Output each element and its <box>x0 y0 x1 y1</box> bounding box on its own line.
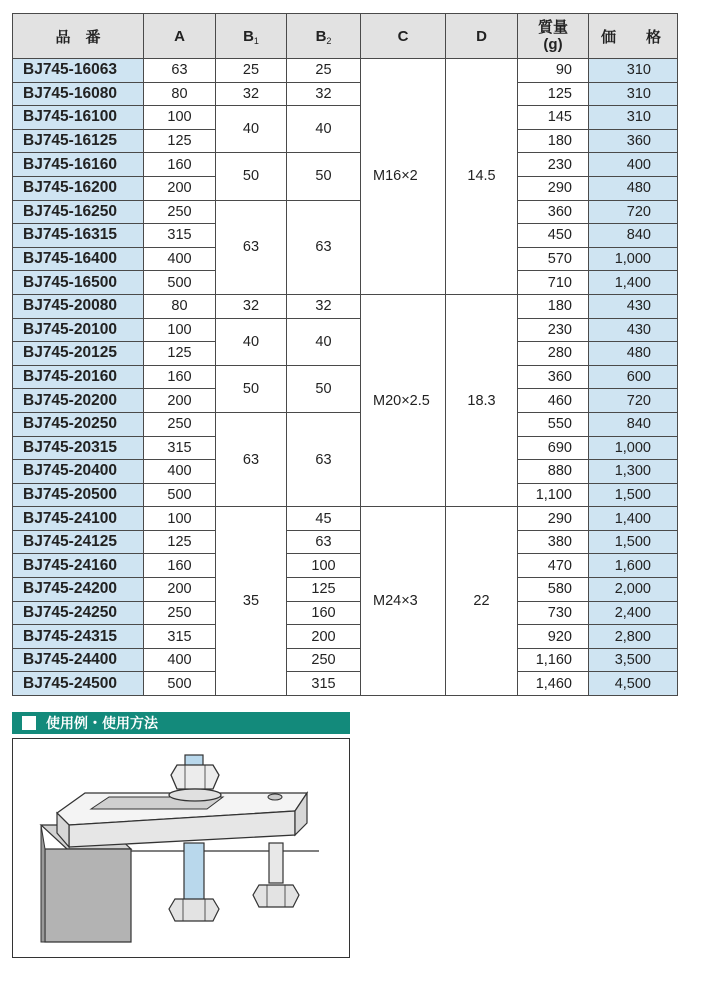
cell-b1: 40 <box>216 106 287 153</box>
cell-b2: 45 <box>287 507 361 531</box>
part-code: BJ745-20160 <box>13 365 144 389</box>
cell-price: 400 <box>589 153 678 177</box>
cell-a: 500 <box>144 271 216 295</box>
cell-mass: 180 <box>518 294 589 318</box>
part-code: BJ745-24250 <box>13 601 144 625</box>
cell-mass: 230 <box>518 318 589 342</box>
cell-price: 310 <box>589 106 678 130</box>
cell-a: 160 <box>144 153 216 177</box>
cell-a: 400 <box>144 247 216 271</box>
section-square-icon <box>22 716 36 730</box>
cell-price: 1,000 <box>589 436 678 460</box>
cell-price: 430 <box>589 294 678 318</box>
cell-price: 310 <box>589 59 678 83</box>
cell-mass: 460 <box>518 389 589 413</box>
header-mass: 質量 (g) <box>518 14 589 59</box>
cell-price: 480 <box>589 342 678 366</box>
cell-a: 200 <box>144 578 216 602</box>
cell-a: 200 <box>144 176 216 200</box>
header-b2: $B_2$ <box>287 14 361 59</box>
cell-mass: 380 <box>518 530 589 554</box>
table-row <box>13 59 678 83</box>
cell-price: 310 <box>589 82 678 106</box>
header-d: D <box>446 14 518 59</box>
cell-mass: 1,100 <box>518 483 589 507</box>
cell-a: 400 <box>144 460 216 484</box>
cell-mass: 180 <box>518 129 589 153</box>
cell-price: 840 <box>589 224 678 248</box>
cell-price: 720 <box>589 200 678 224</box>
part-code: BJ745-20500 <box>13 483 144 507</box>
cell-mass: 730 <box>518 601 589 625</box>
cell-price: 1,500 <box>589 483 678 507</box>
cell-b2: 40 <box>287 106 361 153</box>
cell-mass: 880 <box>518 460 589 484</box>
cell-mass: 360 <box>518 365 589 389</box>
cell-a: 250 <box>144 200 216 224</box>
table-row <box>13 200 678 224</box>
support-bolt-shank <box>269 843 283 883</box>
cell-mass: 1,160 <box>518 648 589 672</box>
cell-a: 63 <box>144 59 216 83</box>
cell-a: 250 <box>144 601 216 625</box>
cell-price: 1,000 <box>589 247 678 271</box>
part-code: BJ745-16400 <box>13 247 144 271</box>
header-price: 価 格 <box>589 14 678 59</box>
part-code: BJ745-16250 <box>13 200 144 224</box>
cell-b2: 63 <box>287 200 361 294</box>
table-row <box>13 507 678 531</box>
cell-mass: 145 <box>518 106 589 130</box>
cell-a: 125 <box>144 530 216 554</box>
cell-price: 1,400 <box>589 507 678 531</box>
cell-price: 4,500 <box>589 672 678 696</box>
cell-mass: 360 <box>518 200 589 224</box>
cell-mass: 125 <box>518 82 589 106</box>
table-row <box>13 365 678 389</box>
part-code: BJ745-20100 <box>13 318 144 342</box>
cell-mass: 570 <box>518 247 589 271</box>
cell-price: 1,300 <box>589 460 678 484</box>
part-code: BJ745-16160 <box>13 153 144 177</box>
cell-mass: 90 <box>518 59 589 83</box>
cell-c: M20×2.5 <box>361 294 446 506</box>
cell-mass: 470 <box>518 554 589 578</box>
cell-b2: 32 <box>287 294 361 318</box>
cell-price: 1,400 <box>589 271 678 295</box>
cell-b2: 250 <box>287 648 361 672</box>
cell-price: 360 <box>589 129 678 153</box>
part-code: BJ745-16080 <box>13 82 144 106</box>
cell-b1: 40 <box>216 318 287 365</box>
cell-a: 315 <box>144 436 216 460</box>
table-row <box>13 412 678 436</box>
cell-b2: 40 <box>287 318 361 365</box>
part-code: BJ745-20080 <box>13 294 144 318</box>
part-code: BJ745-24500 <box>13 672 144 696</box>
cell-mass: 580 <box>518 578 589 602</box>
cell-a: 315 <box>144 224 216 248</box>
cell-price: 1,500 <box>589 530 678 554</box>
cell-b1: 32 <box>216 294 287 318</box>
cell-mass: 920 <box>518 625 589 649</box>
cell-b2: 200 <box>287 625 361 649</box>
usage-section-header <box>12 712 350 734</box>
table-row <box>13 318 678 342</box>
cell-b2: 125 <box>287 578 361 602</box>
header-a: A <box>144 14 216 59</box>
top-nut <box>171 765 219 789</box>
cell-a: 100 <box>144 318 216 342</box>
cell-price: 2,400 <box>589 601 678 625</box>
cell-d: 22 <box>446 507 518 696</box>
cell-price: 600 <box>589 365 678 389</box>
part-code: BJ745-20315 <box>13 436 144 460</box>
cell-b1: 50 <box>216 365 287 412</box>
header-b1: $B_1$ <box>216 14 287 59</box>
part-code: BJ745-24125 <box>13 530 144 554</box>
table-row <box>13 294 678 318</box>
cell-a: 100 <box>144 507 216 531</box>
part-code: BJ745-16125 <box>13 129 144 153</box>
cell-a: 125 <box>144 129 216 153</box>
cell-a: 500 <box>144 483 216 507</box>
cell-price: 3,500 <box>589 648 678 672</box>
cell-b1: 35 <box>216 507 287 696</box>
table-row <box>13 648 678 672</box>
cell-a: 250 <box>144 412 216 436</box>
stud-bolt-lower <box>184 843 204 901</box>
cell-mass: 550 <box>518 412 589 436</box>
cell-mass: 690 <box>518 436 589 460</box>
part-code: BJ745-16315 <box>13 224 144 248</box>
cell-b2: 50 <box>287 153 361 200</box>
part-code: BJ745-24160 <box>13 554 144 578</box>
cell-mass: 230 <box>518 153 589 177</box>
clamp-usage-illustration <box>13 739 349 957</box>
header-part-number: 品 番 <box>13 14 144 59</box>
part-code: BJ745-20125 <box>13 342 144 366</box>
part-code: BJ745-24315 <box>13 625 144 649</box>
bottom-nut <box>169 899 219 921</box>
table-row <box>13 672 678 696</box>
part-code: BJ745-20200 <box>13 389 144 413</box>
top-washer <box>169 789 221 801</box>
part-code: BJ745-24400 <box>13 648 144 672</box>
part-code: BJ745-16100 <box>13 106 144 130</box>
table-row <box>13 530 678 554</box>
usage-illustration-box <box>12 738 350 958</box>
cell-b2: 63 <box>287 530 361 554</box>
cell-a: 160 <box>144 365 216 389</box>
cell-mass: 280 <box>518 342 589 366</box>
cell-price: 2,800 <box>589 625 678 649</box>
cell-a: 200 <box>144 389 216 413</box>
part-code: BJ745-20400 <box>13 460 144 484</box>
pivot-hole <box>268 794 282 800</box>
cell-price: 430 <box>589 318 678 342</box>
cell-c: M16×2 <box>361 59 446 295</box>
usage-section-title: 使用例・使用方法 <box>46 715 158 731</box>
table-row <box>13 578 678 602</box>
cell-price: 1,600 <box>589 554 678 578</box>
part-code: BJ745-16063 <box>13 59 144 83</box>
cell-price: 840 <box>589 412 678 436</box>
table-row <box>13 625 678 649</box>
cell-b2: 315 <box>287 672 361 696</box>
cell-mass: 1,460 <box>518 672 589 696</box>
spec-table <box>12 13 678 696</box>
cell-price: 720 <box>589 389 678 413</box>
table-row <box>13 601 678 625</box>
cell-d: 14.5 <box>446 59 518 295</box>
cell-c: M24×3 <box>361 507 446 696</box>
cell-b2: 100 <box>287 554 361 578</box>
cell-b1: 63 <box>216 412 287 506</box>
cell-b2: 160 <box>287 601 361 625</box>
cell-price: 2,000 <box>589 578 678 602</box>
cell-b2: 50 <box>287 365 361 412</box>
cell-a: 400 <box>144 648 216 672</box>
cell-b1: 32 <box>216 82 287 106</box>
cell-b2: 25 <box>287 59 361 83</box>
cell-d: 18.3 <box>446 294 518 506</box>
workpiece-front <box>45 849 131 942</box>
cell-b2: 32 <box>287 82 361 106</box>
cell-a: 160 <box>144 554 216 578</box>
cell-mass: 450 <box>518 224 589 248</box>
cell-b1: 63 <box>216 200 287 294</box>
cell-a: 500 <box>144 672 216 696</box>
cell-mass: 710 <box>518 271 589 295</box>
support-bolt-nut <box>253 885 299 907</box>
table-row <box>13 153 678 177</box>
part-code: BJ745-24100 <box>13 507 144 531</box>
cell-a: 80 <box>144 82 216 106</box>
part-code: BJ745-16200 <box>13 176 144 200</box>
cell-b1: 50 <box>216 153 287 200</box>
cell-a: 125 <box>144 342 216 366</box>
part-code: BJ745-24200 <box>13 578 144 602</box>
table-row <box>13 106 678 130</box>
cell-mass: 290 <box>518 176 589 200</box>
cell-b1: 25 <box>216 59 287 83</box>
cell-a: 80 <box>144 294 216 318</box>
cell-mass: 290 <box>518 507 589 531</box>
table-row <box>13 82 678 106</box>
cell-b2: 63 <box>287 412 361 506</box>
cell-a: 100 <box>144 106 216 130</box>
header-c: C <box>361 14 446 59</box>
header-row <box>13 14 678 59</box>
cell-price: 480 <box>589 176 678 200</box>
part-code: BJ745-16500 <box>13 271 144 295</box>
table-row <box>13 554 678 578</box>
cell-a: 315 <box>144 625 216 649</box>
part-code: BJ745-20250 <box>13 412 144 436</box>
workpiece-left-face <box>41 825 45 942</box>
